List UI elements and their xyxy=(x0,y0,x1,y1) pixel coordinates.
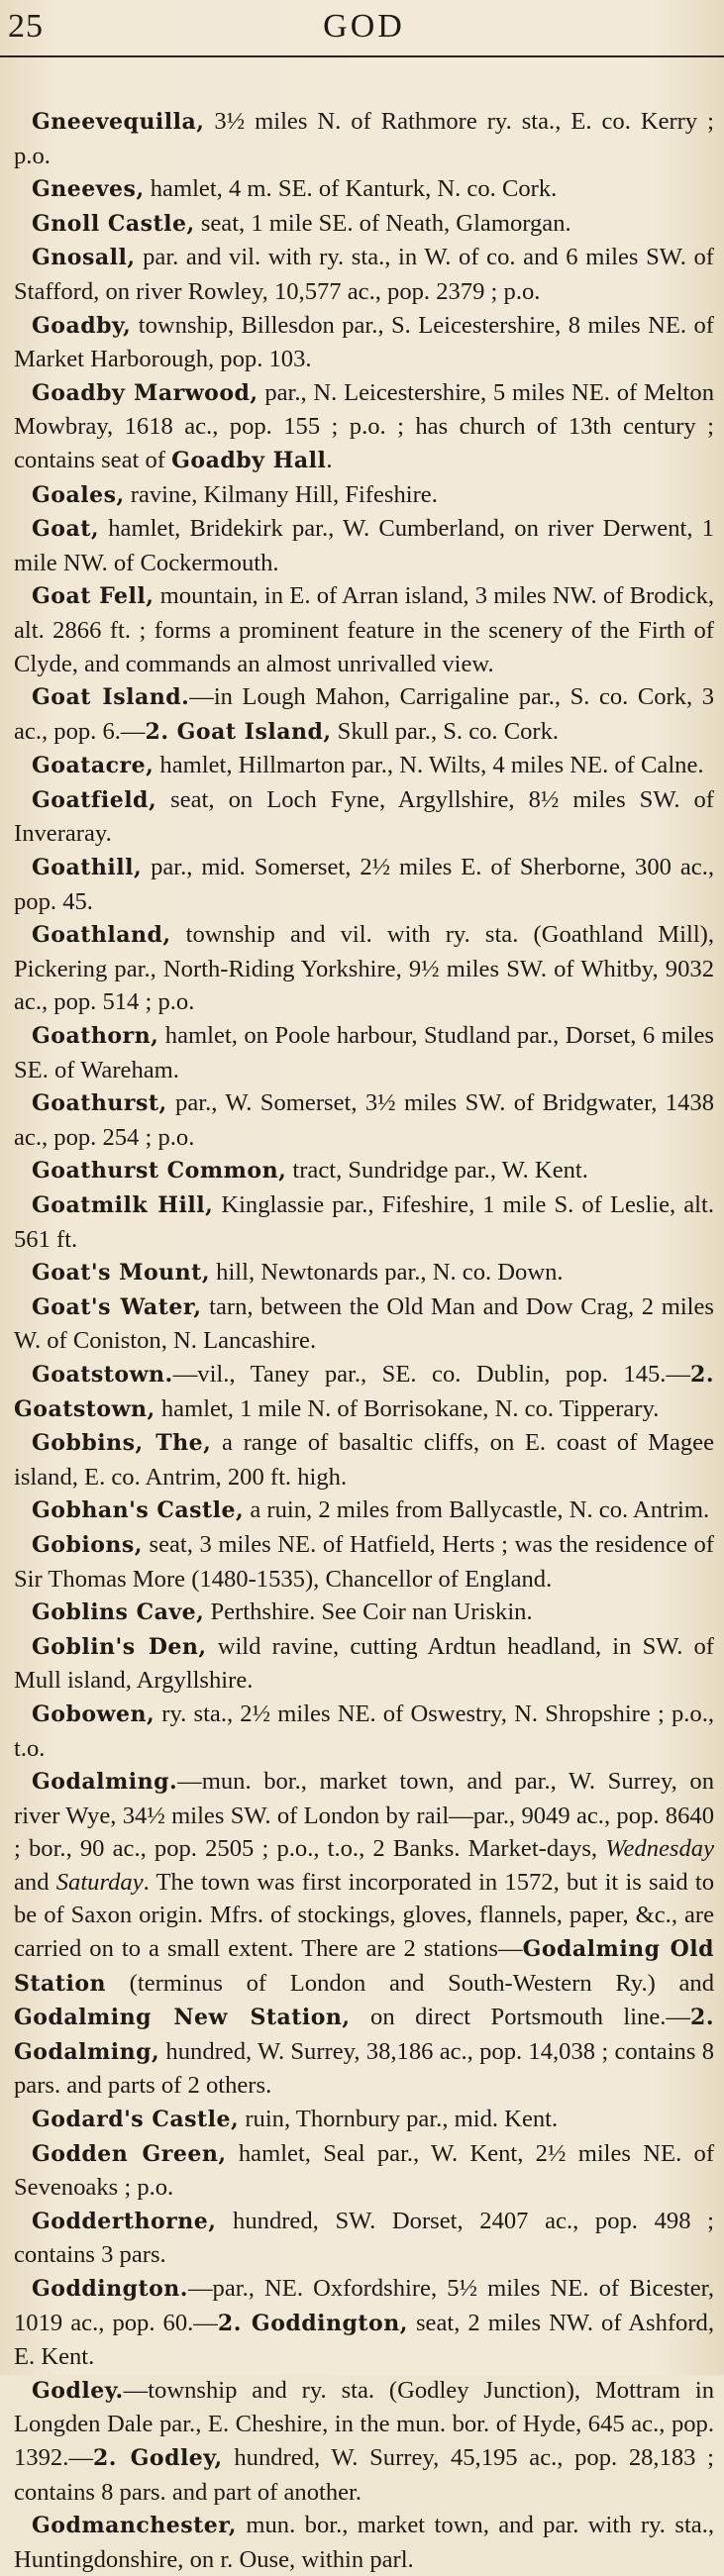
entry xyxy=(14,478,714,513)
entry-headword: Goddington. xyxy=(32,2276,188,2302)
entry-subheadword: 2. Godalming, xyxy=(14,2005,714,2065)
entry-text: seat, on Loch Fyne, Argyllshire, 8½ miles SW. of Inveraray. xyxy=(14,785,714,848)
entry xyxy=(14,2374,714,2509)
page-number: 25 xyxy=(8,8,44,45)
entry-text: and xyxy=(14,1868,56,1896)
entry-text: hundred, W. Surrey, 45,195 ac., pop. 28,183 ; contains 8 pars. and part of another. xyxy=(14,2443,714,2506)
entry-text: hamlet, Seal par., W. Kent, 2½ miles NE. of Sevenoaks ; p.o. xyxy=(14,2139,715,2202)
entry xyxy=(14,512,714,579)
entry-text: ravine, Kilmany Hill, Fifeshire. xyxy=(124,480,438,508)
entry-text: wild ravine, cutting Ardtun headland, in SW. of Mull island, Argyllshire. xyxy=(14,1632,714,1695)
entry-text: . xyxy=(326,446,333,473)
entry-text: tract, Sundridge par., W. Kent. xyxy=(286,1157,588,1185)
entry xyxy=(14,1019,714,1086)
entry-headword: Goales, xyxy=(32,481,125,508)
entry-headword: Gobions, xyxy=(32,1531,143,1558)
entry-text: Skull par., S. co. Cork. xyxy=(331,717,560,745)
entry-text: township, Billesdon par., S. Leicestershire, 8 miles NE. of Market Harborough, pop. 103. xyxy=(14,311,714,373)
entry-text: par., N. Leicestershire, 5 miles NE. of Melton Mowbray, 1618 ac., pop. 155 ; p.o. ; has church of 13th century ; contains seat of xyxy=(14,378,714,473)
entry-headword: Gnoll Castle, xyxy=(32,210,195,237)
entry xyxy=(14,1154,714,1188)
entry-text: 3½ miles N. of Rathmore ry. sta., E. co. Kerry ; p.o. xyxy=(14,108,714,169)
entry-subheadword: Goadby Hall xyxy=(171,447,327,473)
entry-headword: Godalming. xyxy=(32,1769,178,1796)
entry-text: Kinglassie par., Fifeshire, 1 mile S. of Leslie, alt. 561 ft. xyxy=(14,1191,714,1253)
entry-text: seat, 3 miles NE. of Hatfield, Herts ; was the residence of Sir Thomas More (1480-1535), Chancellor of England. xyxy=(14,1530,714,1593)
entry-text: —mun. bor., market town, and par., W. Surrey, on river Wye, 34½ miles SW. of London by rail—par., 9049 ac., pop. 8640 ; bor., 90 ac., pop. 2505 ; p.o., t.o., 2 Banks. Market-days, xyxy=(14,1768,714,1863)
entry-headword: Goathorn, xyxy=(32,1023,159,1050)
entry-headword: Goathurst Common, xyxy=(32,1158,287,1185)
entry xyxy=(14,207,714,242)
entry xyxy=(14,1086,714,1154)
entry-headword: Godley. xyxy=(32,2377,124,2404)
entry-headword: Goblins Cave, xyxy=(32,1599,205,1626)
entry-subheadword: 2. Goat Island, xyxy=(145,718,332,745)
entry xyxy=(14,2509,714,2576)
entry-subheadword: 2. Goatstown, xyxy=(14,1361,714,1422)
entry xyxy=(14,1494,714,1528)
entry-headword: Godden Green, xyxy=(32,2140,227,2167)
entry-text: seat, 1 mile SE. of Neath, Glamorgan. xyxy=(194,209,571,237)
entry-text: par., W. Somerset, 3½ miles SW. of Bridgwater, 1438 ac., pop. 254 ; p.o. xyxy=(14,1089,714,1151)
entry xyxy=(14,2205,714,2272)
entry-headword: Goathland, xyxy=(32,922,171,949)
page-header xyxy=(8,0,714,55)
entry-text: Perthshire. See Coir nan Uriskin. xyxy=(204,1598,533,1626)
entry-text: par. and vil. with ry. sta., in W. of co. and 6 miles SW. of Stafford, on river Rowley, 10,577 ac., pop. 2379 ; p.o. xyxy=(14,244,714,305)
entry-headword: Goat Island. xyxy=(32,684,190,711)
entry-headword: Goblin's Den, xyxy=(32,1633,207,1660)
entry-headword: Godderthorne, xyxy=(32,2208,217,2234)
entry-headword: Gobhan's Castle, xyxy=(32,1497,245,1524)
entry-text: mun. bor., market town, and par. with ry. sta., Huntingdonshire, on r. Ouse, within parl. xyxy=(14,2512,714,2573)
entry-headword: Goat, xyxy=(32,516,100,543)
entry-text: mountain, in E. of Arran island, 3 miles NW. of Brodick, alt. 2866 ft. ; forms a prominent feature in the scenery of the Firth of Clyde, and commands an almost unrivalled view. xyxy=(14,582,715,677)
entry-text: hundred, W. Surrey, 38,186 ac., pop. 14,038 ; contains 8 pars. and parts of 2 others. xyxy=(14,2037,714,2100)
entry-text: —vil., Taney par., SE. co. Dublin, pop. 145.— xyxy=(172,1360,691,1388)
entry-headword: Goatmilk Hill, xyxy=(32,1192,214,1218)
entry-italic: Saturday xyxy=(55,1868,144,1896)
entry-text: ry. sta., 2½ miles NE. of Oswestry, N. Shropshire ; p.o., t.o. xyxy=(14,1700,714,1762)
entry-text: (terminus of London and South-Western Ry.) and xyxy=(106,1969,714,1997)
entry-text: hamlet, 4 m. SE. of Kanturk, N. co. Cork. xyxy=(144,175,558,203)
entry-text: seat, 2 miles NW. of Ashford, E. Kent. xyxy=(14,2309,714,2371)
entry xyxy=(14,1596,714,1630)
entry-subheadword: 2. Goddington, xyxy=(217,2310,408,2336)
entry xyxy=(14,680,714,749)
entry xyxy=(14,851,714,918)
entry-text: tarn, between the Old Man and Dow Crag, 2 miles W. of Coniston, N. Lancashire. xyxy=(14,1292,714,1355)
entry xyxy=(14,1630,714,1698)
entry-text: township and vil. with ry. sta. (Goathland Mill), Pickering par., North-Riding Yorkshire, 9½ miles SW. of Whitby, 9032 ac., pop. 514 ; p.o. xyxy=(14,921,714,1016)
entry xyxy=(14,749,714,783)
entry-text: —par., NE. Oxfordshire, 5½ miles NE. of Bicester, 1019 ac., pop. 60.— xyxy=(14,2275,714,2336)
entry-headword: Goatacre, xyxy=(32,753,155,779)
entry xyxy=(14,1765,714,2103)
entry xyxy=(14,1290,714,1358)
entry-text: hundred, SW. Dorset, 2407 ac., pop. 498 ; contains 3 pars. xyxy=(14,2207,714,2269)
entry-text: —township and ry. sta. (Godley Junction), Mottram in Longden Dale par., E. Cheshire, in the mun. bor. of Hyde, 645 ac., pop. 1392.— xyxy=(14,2376,714,2471)
entry-subheadword: Godalming Old Station xyxy=(14,1936,714,1997)
entry-text: ruin, Thornbury par., mid. Kent. xyxy=(239,2106,559,2133)
entry-text: hamlet, Bridekirk par., W. Cumberland, on river Derwent, 1 mile NW. of Cockermouth. xyxy=(14,515,714,576)
running-head: GOD xyxy=(323,8,405,45)
entry-headword: Godmanchester, xyxy=(32,2513,237,2539)
entry-text: —in Lough Mahon, Carrigaline par., S. co. Cork, 3 ac., pop. 6.— xyxy=(14,683,714,745)
entry-headword: Gobbins, The, xyxy=(32,1430,212,1457)
entry-headword: Goadby Marwood, xyxy=(32,379,259,406)
entry-headword: Goatstown. xyxy=(32,1361,173,1388)
entry-text: hamlet, on Poole harbour, Studland par., Dorset, 6 miles SE. of Wareham. xyxy=(14,1022,714,1083)
entry xyxy=(14,2137,714,2205)
entry-headword: Goat's Water, xyxy=(32,1293,202,1320)
entry-headword: Gnosall, xyxy=(32,245,136,271)
entry xyxy=(14,579,714,680)
entry xyxy=(14,1426,714,1494)
entry-text: hamlet, 1 mile N. of Borrisokane, N. co. Tipperary. xyxy=(155,1394,660,1422)
gazetteer-entries xyxy=(14,57,714,2576)
entry xyxy=(14,172,714,207)
entry-text: a range of basaltic cliffs, on E. coast of Magee island, E. co. Antrim, 200 ft. high. xyxy=(14,1429,714,1491)
entry xyxy=(14,376,714,478)
entry-subheadword: 2. Godley, xyxy=(92,2444,223,2471)
entry xyxy=(14,783,714,851)
entry-headword: Goatfield, xyxy=(32,786,157,813)
entry-text: hill, Newtonards par., N. co. Down. xyxy=(210,1259,564,1287)
entry xyxy=(14,2272,714,2374)
entry-headword: Goathill, xyxy=(32,855,143,881)
entry-headword: Goat Fell, xyxy=(32,583,155,610)
entry-headword: Goadby, xyxy=(32,312,132,339)
entry xyxy=(14,309,714,376)
entry xyxy=(14,918,714,1019)
entry-headword: Goathurst, xyxy=(32,1090,167,1117)
entry-headword: Gobowen, xyxy=(32,1700,155,1727)
entry-italic: Wednesday xyxy=(605,1835,714,1863)
entry-text: hamlet, Hillmarton par., N. Wilts, 4 miles NE. of Calne. xyxy=(154,752,704,779)
entry-headword: Gneeves, xyxy=(32,176,145,203)
entry xyxy=(14,1358,714,1426)
entry-text: par., mid. Somerset, 2½ miles E. of Sherborne, 300 ac., pop. 45. xyxy=(14,854,714,915)
entry-headword: Gneevequilla, xyxy=(32,109,205,135)
entry xyxy=(14,1528,714,1596)
entry xyxy=(14,1698,714,1765)
entry-headword: Godard's Castle, xyxy=(32,2107,240,2133)
entry-text: . The town was first incorporated in 1572, but it is said to be of Saxon origin. Mfrs. of stockings, gloves, flannels, paper, &c., are carried on to a small extent. There are 2 stations— xyxy=(14,1868,714,1963)
entry-text: on direct Portsmouth line.— xyxy=(350,2004,691,2031)
entry xyxy=(14,241,714,308)
entry xyxy=(14,1188,714,1256)
entry-subheadword: Godalming New Station, xyxy=(14,2005,351,2031)
entry-text: a ruin, 2 miles from Ballycastle, N. co. Antrim. xyxy=(244,1496,710,1524)
entry xyxy=(14,105,714,172)
entry-headword: Goat's Mount, xyxy=(32,1260,210,1287)
entry xyxy=(14,1256,714,1290)
entry xyxy=(14,2103,714,2137)
